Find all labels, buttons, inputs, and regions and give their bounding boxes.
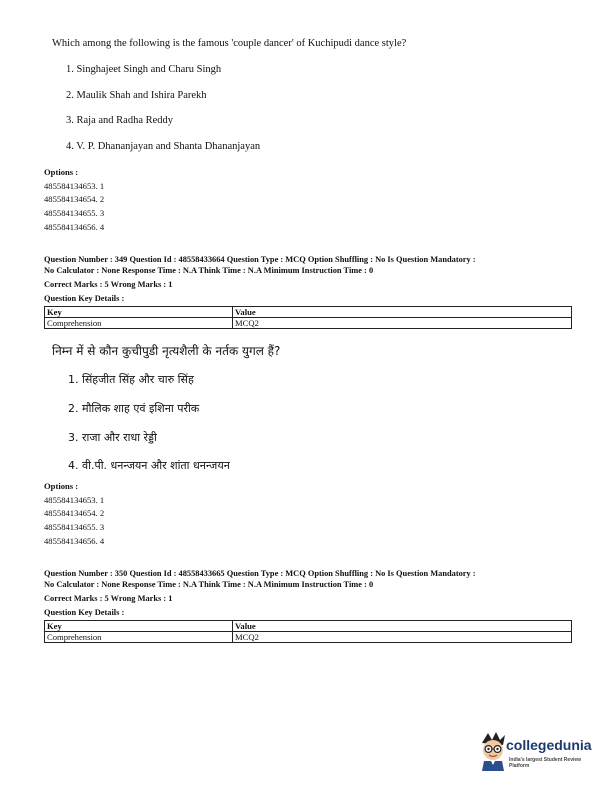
options-label: Options : <box>44 481 79 491</box>
question-meta: Question Number : 349 Question Id : 48558433664 Question Type : MCQ Option Shuffling : No Is Question Mandatory : <box>44 255 476 264</box>
question-meta: No Calculator : None Response Time : N.A Think Time : N.A Minimum Instruction Time : 0 <box>44 580 374 589</box>
option-id: 485584134655. 3 <box>44 522 105 532</box>
table-header-key: Key <box>45 307 233 318</box>
option-id: 485584134654. 2 <box>44 508 105 518</box>
table-cell: MCQ2 <box>233 632 572 643</box>
table-header-value: Value <box>233 621 572 632</box>
table-header-key: Key <box>45 621 233 632</box>
question-meta: Question Number : 350 Question Id : 48558433665 Question Type : MCQ Option Shuffling : No Is Question Mandatory : <box>44 569 476 578</box>
marks: Correct Marks : 5 Wrong Marks : 1 <box>44 594 173 603</box>
option-id: 485584134656. 4 <box>44 222 105 232</box>
marks: Correct Marks : 5 Wrong Marks : 1 <box>44 280 173 289</box>
option-3-hindi: 3. राजा और राधा रेड्डी <box>68 431 157 444</box>
logo-tagline: India's largest Student Review Platform <box>509 757 582 769</box>
option-id: 485584134654. 2 <box>44 194 105 204</box>
option-id: 485584134653. 1 <box>44 495 105 505</box>
option-2: 2. Maulik Shah and Ishira Parekh <box>66 90 207 101</box>
option-2-hindi: 2. मौलिक शाह एवं इशिना परीक <box>68 402 200 415</box>
mascot-icon <box>478 731 508 771</box>
table-cell: Comprehension <box>45 318 233 329</box>
option-id: 485584134656. 4 <box>44 536 105 546</box>
key-details-label: Question Key Details : <box>44 294 125 303</box>
key-value-table <box>44 306 572 329</box>
option-4: 4. V. P. Dhananjayan and Shanta Dhananjayan <box>66 141 261 152</box>
option-1-hindi: 1. सिंहजीत सिंह और चारु सिंह <box>68 373 194 386</box>
table-cell: Comprehension <box>45 632 233 643</box>
key-value-table <box>44 620 572 643</box>
table-cell: MCQ2 <box>233 318 572 329</box>
options-label: Options : <box>44 167 79 177</box>
key-details-label: Question Key Details : <box>44 608 125 617</box>
option-4-hindi: 4. वी.पी. धनन्जयन और शांता धनन्जयन <box>68 459 230 472</box>
option-id: 485584134655. 3 <box>44 208 105 218</box>
question-text: Which among the following is the famous 'couple dancer' of Kuchipudi dance style? <box>52 38 407 49</box>
question-meta: No Calculator : None Response Time : N.A Think Time : N.A Minimum Instruction Time : 0 <box>44 266 374 275</box>
option-1: 1. Singhajeet Singh and Charu Singh <box>66 64 222 75</box>
option-id: 485584134653. 1 <box>44 181 105 191</box>
table-header-value: Value <box>233 307 572 318</box>
option-3: 3. Raja and Radha Reddy <box>66 115 174 126</box>
logo-wordmark: collegedunia <box>506 737 592 753</box>
question-text-hindi: निम्न में से कौन कुचीपुडी नृत्यशैली के नर्तक युगल हैं? <box>52 344 281 358</box>
collegedunia-logo <box>478 731 602 775</box>
